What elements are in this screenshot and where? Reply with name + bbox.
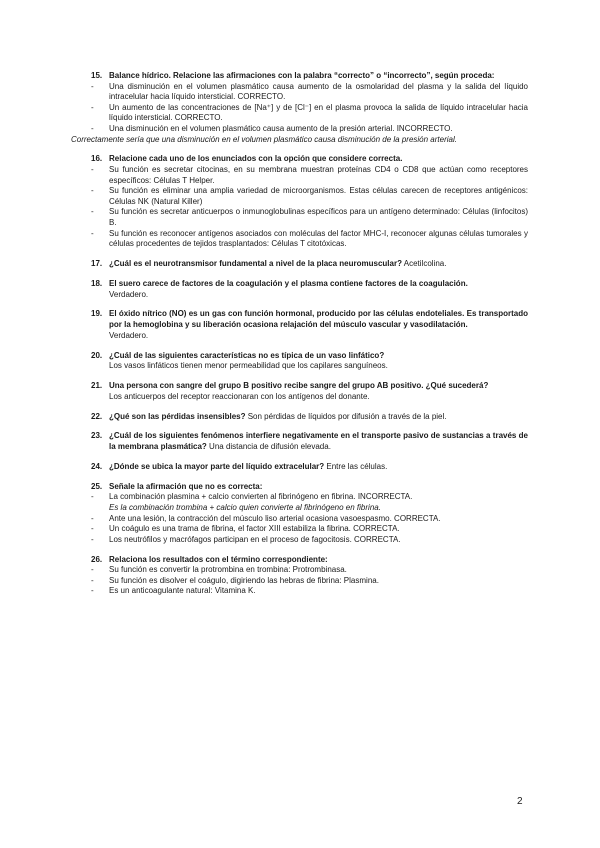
- page-content: [71, 71, 528, 606]
- list-item: - Una disminución en el volumen plasmático causa aumento de la osmolaridad del plasma y la salida del líquido intracelular hacia líquido intersticial. CORRECTO.: [91, 82, 528, 103]
- question-number: 24.: [91, 461, 103, 471]
- answer-text: Son pérdidas de líquidos por difusión a través de la piel.: [245, 411, 447, 421]
- list-item: - Su función es reconocer antígenos asociados con moléculas del factor MHC-I, reconocer algunas células tumorales y células procedentes de tejidos trasplantados: Células T citotóxicas.: [91, 229, 528, 250]
- question-title: El óxido nítrico (NO) es un gas con función hormonal, producido por las células endoteliales. Es transportado por la hemoglobina y su liberación ocasiona relajación del músculo vascular y vasodilatación.: [109, 309, 528, 330]
- question-number: 17.: [91, 259, 103, 269]
- list-item: - La combinación plasmina + calcio convierten al fibrinógeno en fibrina. INCORRECTA.: [91, 492, 528, 503]
- list-item: - Su función es convertir la protrombina en trombina: Protrombinasa.: [91, 565, 528, 576]
- question-number: 22.: [91, 411, 103, 421]
- question-18: [91, 279, 528, 300]
- question-number: 26.: [91, 554, 103, 564]
- list-item: - Su función es secretar anticuerpos o inmunoglobulinas específicos para un antígeno determinado: Células (linfocitos) B.: [91, 207, 528, 228]
- list-item: - Su función es disolver el coágulo, digiriendo las hebras de fibrina: Plasmina.: [91, 576, 528, 587]
- answer-text: Entre las células.: [324, 461, 388, 471]
- question-title: ¿Cuál de las siguientes características no es típica de un vaso linfático?: [109, 350, 385, 360]
- question-22: [91, 412, 528, 423]
- question-number: 23.: [91, 431, 103, 441]
- question-23: [91, 431, 528, 452]
- answer-text: Los anticuerpos del receptor reaccionaran con los antígenos del donante.: [109, 391, 370, 401]
- question-title: El suero carece de factores de la coagulación y el plasma contiene factores de la coagulación.: [109, 278, 468, 288]
- answer-text: Acetilcolina.: [401, 259, 447, 269]
- answer-list: [91, 165, 528, 250]
- answer-list: [91, 492, 528, 545]
- question-title: Relacione cada uno de los enunciados con la opción que considere correcta.: [109, 154, 403, 164]
- question-24: [91, 462, 528, 473]
- question-number: 19.: [91, 309, 103, 319]
- answer-list: [91, 82, 528, 135]
- question-title: Relaciona los resultados con el término correspondiente:: [109, 554, 328, 564]
- question-number: 20.: [91, 350, 103, 360]
- list-item: - Un coágulo es una trama de fibrina, el factor XIII estabiliza la fibrina. CORRECTA.: [91, 524, 528, 535]
- question-title: ¿Cuál de los siguientes fenómenos interfiere negativamente en el transporte pasivo de sustancias a través de la membrana plasmática?: [109, 431, 528, 451]
- list-item: - Es un anticoagulante natural: Vitamina K.: [91, 586, 528, 597]
- question-title: Una persona con sangre del grupo B positivo recibe sangre del grupo AB positivo. ¿Qué sucederá?: [109, 381, 489, 391]
- question-number: 15.: [91, 71, 103, 80]
- question-number: 21.: [91, 381, 103, 391]
- answer-text: Una distancia de difusión elevada.: [206, 442, 331, 451]
- answer-list: [91, 565, 528, 597]
- answer-text: Los vasos linfáticos tienen menor permeabilidad que los capilares sanguíneos.: [109, 361, 388, 371]
- answer-text: Verdadero.: [109, 330, 149, 340]
- answer-text: Verdadero.: [109, 289, 149, 299]
- question-title: Balance hídrico. Relacione las afirmaciones con la palabra “correcto” o “incorrecto”, según proceda:: [109, 71, 495, 80]
- question-20: [91, 351, 528, 372]
- question-15: [71, 71, 528, 145]
- correction-note: Correctamente sería que una disminución en el volumen plasmático causa disminución de la presión arterial.: [71, 134, 457, 144]
- correction-note: Es la combinación trombina + calcio quien convierte al fibrinógeno en fibrina.: [109, 502, 381, 512]
- list-item: - Su función es eliminar una amplia variedad de microorganismos. Estas células carecen de receptores antigénicos: Células NK (Natural Killer): [91, 186, 528, 207]
- list-item: - Una disminución en el volumen plasmático causa aumento de la presión arterial. INCORRECTO.: [91, 124, 528, 135]
- question-title: ¿Cuál es el neurotransmisor fundamental a nivel de la placa neuromuscular?: [109, 259, 402, 269]
- question-26: [91, 555, 528, 597]
- question-16: [91, 154, 528, 249]
- question-17: [91, 259, 528, 270]
- question-number: 18.: [91, 278, 103, 288]
- question-number: 16.: [91, 154, 103, 164]
- question-title: ¿Dónde se ubica la mayor parte del líquido extracelular?: [109, 461, 325, 471]
- question-title: Señale la afirmación que no es correcta:: [109, 481, 263, 491]
- question-number: 25.: [91, 481, 103, 491]
- question-21: [91, 381, 528, 402]
- list-item: - Los neutrófilos y macrófagos participan en el proceso de fagocitosis. CORRECTA.: [91, 535, 528, 546]
- question-19: [91, 309, 528, 341]
- question-title: ¿Qué son las pérdidas insensibles?: [109, 411, 246, 421]
- question-25: [91, 482, 528, 546]
- list-item: - Su función es secretar citocinas, en su membrana muestran proteínas CD4 o CD8 que actúan como receptores específicos: Células T Helper.: [91, 165, 528, 186]
- page-number: 2: [517, 796, 523, 807]
- list-item: - Ante una lesión, la contracción del músculo liso arterial ocasiona vasoespasmo. CORRECTA.: [91, 514, 528, 525]
- list-item: - Un aumento de las concentraciones de [Na⁺] y de [Cl⁻] en el plasma provoca la salida de líquido intracelular hacia líquido intersticial. CORRECTO.: [91, 103, 528, 124]
